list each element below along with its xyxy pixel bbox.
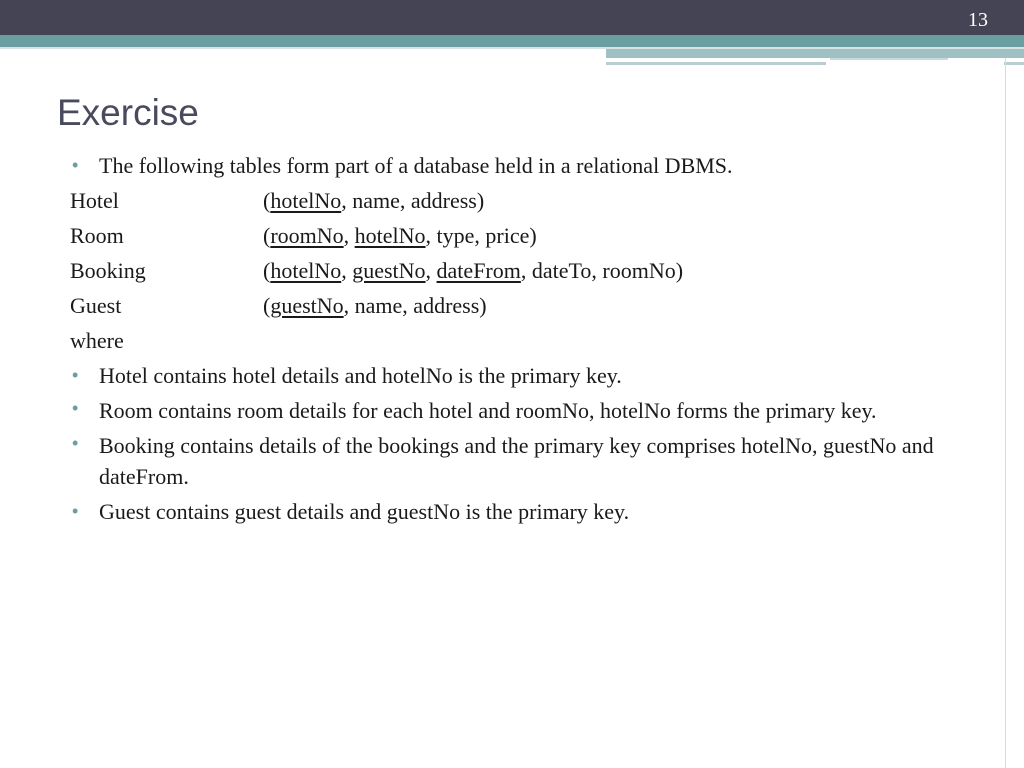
schema-attrs: (hotelNo, name, address)	[263, 188, 485, 213]
header-accent-line	[830, 58, 948, 60]
bullet-text: Guest contains guest details and guestNo is the primary key.	[99, 499, 630, 524]
bullet-item	[70, 428, 970, 494]
header-teal-band	[0, 35, 1024, 47]
bullet-text: Booking contains details of the bookings and the primary key comprises hotelNo, guestNo and dateFrom.	[99, 433, 934, 489]
primary-key: hotelNo	[354, 223, 426, 248]
schema-row-booking	[70, 253, 970, 288]
schema-name: Guest	[70, 293, 122, 318]
bullet-text: Room contains room details for each hotel and roomNo, hotelNo forms the primary key.	[99, 398, 877, 423]
schema-name: Hotel	[70, 188, 119, 213]
primary-key: dateFrom	[436, 258, 521, 283]
where-label: where	[70, 328, 124, 353]
slide-title: Exercise	[57, 92, 199, 133]
schema-row-hotel	[70, 183, 970, 218]
primary-key: hotelNo	[270, 188, 342, 213]
right-divider	[1005, 58, 1006, 768]
header-accent-band	[606, 49, 1024, 58]
schema-row-room	[70, 218, 970, 253]
schema-attrs: (guestNo, name, address)	[263, 293, 487, 318]
intro-bullet	[70, 148, 970, 183]
primary-key: guestNo	[352, 258, 426, 283]
primary-key: roomNo	[270, 223, 344, 248]
schema-name: Room	[70, 223, 124, 248]
slide-number: 13	[968, 9, 988, 31]
intro-text: The following tables form part of a database held in a relational DBMS.	[99, 153, 733, 178]
schema-attrs: (hotelNo, guestNo, dateFrom, dateTo, roomNo)	[263, 258, 684, 283]
slide-body	[70, 148, 970, 529]
header-accent-line	[1004, 62, 1024, 65]
slide-header-bar	[0, 0, 1024, 35]
primary-key: hotelNo	[270, 258, 342, 283]
schema-name: Booking	[70, 258, 146, 283]
schema-attrs: (roomNo, hotelNo, type, price)	[263, 223, 537, 248]
bullet-text: Hotel contains hotel details and hotelNo is the primary key.	[99, 363, 622, 388]
header-accent-line	[606, 62, 826, 65]
bullet-item	[70, 393, 970, 428]
primary-key: guestNo	[270, 293, 344, 318]
bullet-item	[70, 358, 970, 393]
bullet-item	[70, 494, 970, 529]
schema-row-guest	[70, 288, 970, 323]
